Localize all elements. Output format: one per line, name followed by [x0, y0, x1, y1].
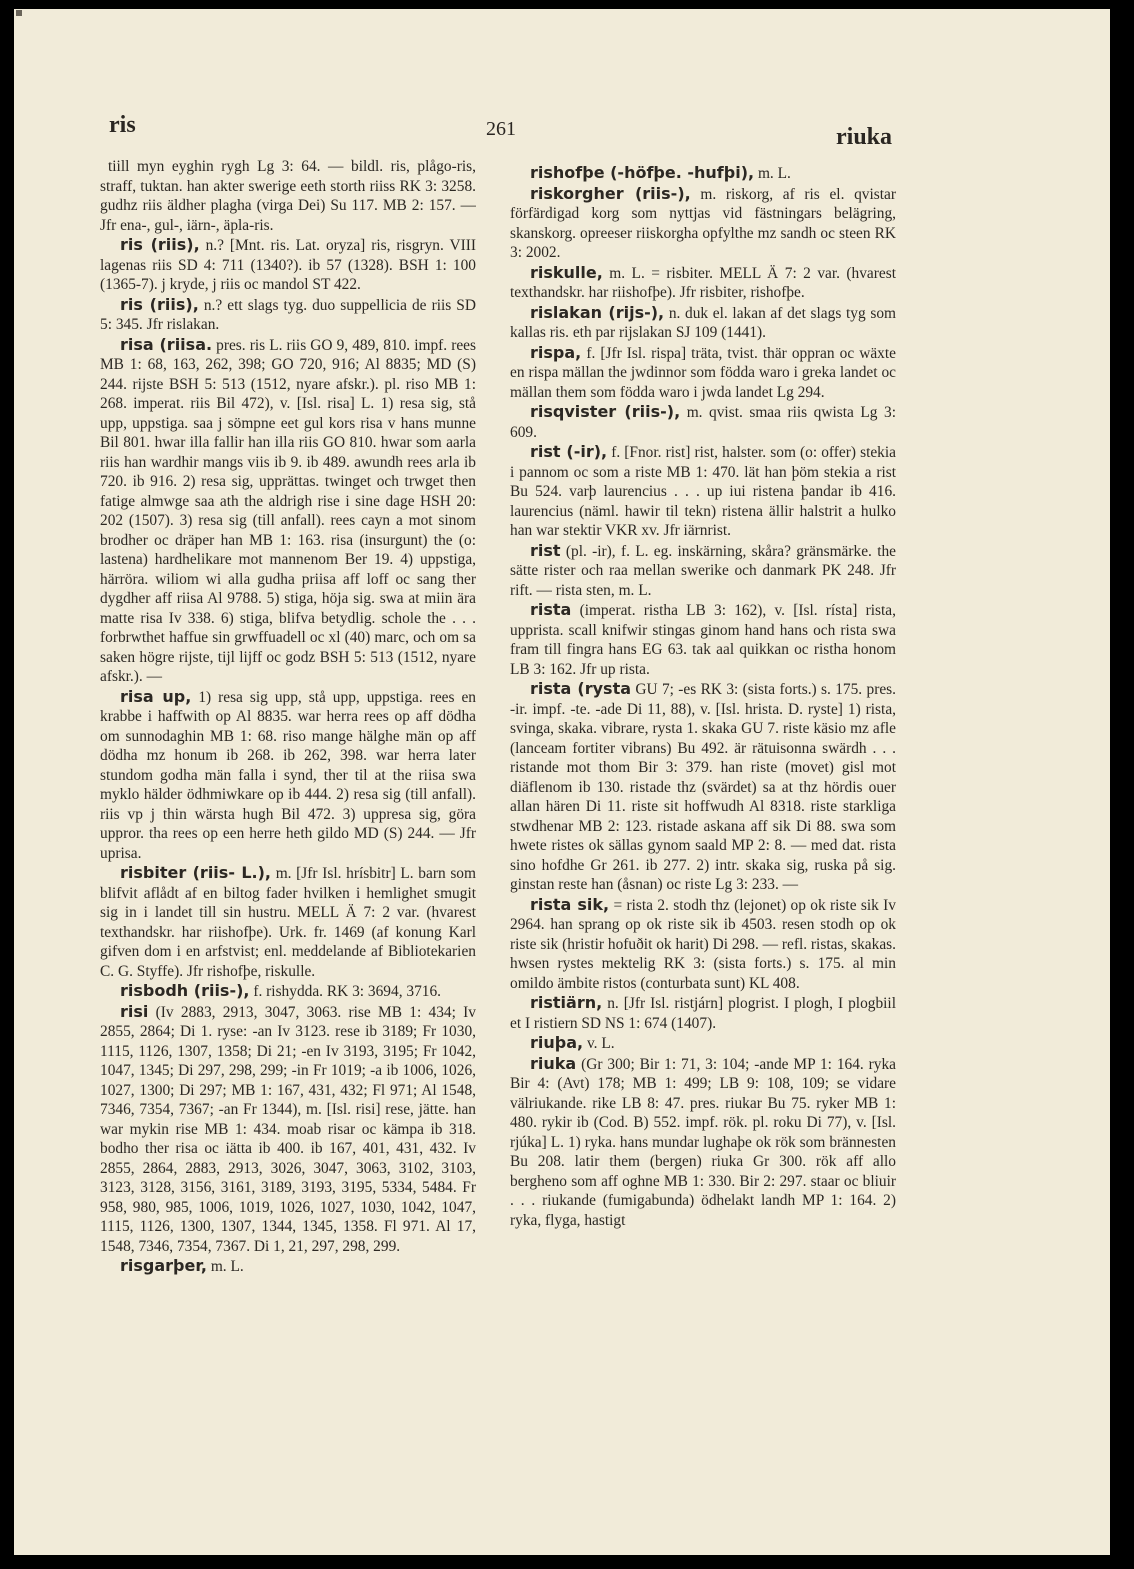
running-head-left: ris	[109, 112, 136, 138]
entry-headword: riskulle,	[530, 262, 603, 282]
entry-text: (imperat. ristha LB 3: 162), v. [Isl. rísta] rista, uppristа. scall knifwir stingas ginom hand hans och rista swa fram till fingra hans EG 63. tak aal quikkan oc ristha honom LB 3: 162. Jfr up rista.	[510, 602, 896, 678]
entry-text: GU 7; -es RK 3: (sista forts.) s. 175. pres. -ir. impf. -te. -ade Di 11, 88), v. [Isl. hrista. D. ryste] 1) rista, svinga, skaka. vibrare, rysta 1. skaka GU 7. riste käsio mz afle (lanceam fortiter vibrans) Bu 492. är rätuisonna swärdh . . . ristande mot thom Bir 3: 379. han riste (movet) gisl mot diäflenom ib 130. ristade thz (svärdet) sa at thz hördis ouer allan hären Di 11. riste sit hoffwudh Al 8318. riste starkliga stwdhenar MB 2: 123. ristade askana aff sik Di 88. swa som hwete ristes ok sällas gynom saald MP 2: 8. — med dat. rista sino hofdhe Gr 261. ib 277. 2) intr. skaka sig, ruska på sig. ginstan reste han (åsnan) oc riste Lg 3: 233. —	[510, 681, 896, 893]
dictionary-entry	[510, 895, 896, 994]
entry-headword: riuþa,	[530, 1033, 584, 1052]
corner-mark	[16, 10, 22, 16]
entry-headword: risa (riisa.	[120, 334, 213, 354]
dictionary-entry	[510, 1033, 896, 1054]
entry-headword: rista	[530, 600, 572, 619]
dictionary-entry	[100, 335, 476, 687]
entry-headword: risi	[120, 1001, 149, 1021]
entry-text: m. L.	[210, 1258, 244, 1275]
dictionary-entry	[510, 679, 896, 895]
entry-headword: rislakan (rijs-),	[530, 302, 665, 322]
dictionary-entry	[510, 1054, 896, 1231]
left-column	[100, 157, 476, 1347]
entry-text: pres. ris L. riis GO 9, 489, 810. impf. rees MB 1: 68, 163, 262, 398; GO 720, 916; Al 8835; MD (S) 244. rijste BSH 5: 513 (1512, nyare afskr.). pl. riso MB 1: 268. imperat. riis Bil 472), v. [Isl. risa] L. 1) resa sig, stå upp, uppstiga. saa j sömpne eet gul kors risa v hans munne Bil 801. hwar illa fallir han illa riis GO 810. hwar som aarla riis han wardhir mangs viis ib 9. ib 489. awundh rees arla ib 720. ib 916. 2) resa sig, upprättas. twinget och trwget then fatige almwge saa ath the aldrigh rise i sine dage HSH 20: 202 (1507). 3) resa sig (till anfall). rees cayn a mot sinom brodher oc dräper han MB 1: 163. risa (insurgunt) the (o: lastena) hardhelikare mot mannenom Ber 19. 4) uppstiga, härröra. wiliom wi alla gudha priisa aff loff oc sang ther dygdher aff riisa Al 9788. 5) stiga, höja sig. swa at miin ära matte risa Iv 338. 6) stiga, blifva betydlig. schole the . . . forbrwthet haffue sin grwffuadell oc xl (40) marc, och om sa saken högre rijste, tijl lijff oc godz BSH 5: 513 (1512, nyare afskr.). —	[100, 336, 476, 685]
entry-headword: risqvister (riis-),	[530, 402, 681, 421]
entry-text: v. L.	[586, 1035, 615, 1052]
entry-text: m. L.	[757, 165, 791, 182]
entry-text: m. riskorg, af ris el. qvistar förfärdigad korg som nyttjas vid fästningars belägring, skanskorg. opreeser riiskorgha opfylthe mz sandh oc steen RK 3: 2002.	[510, 185, 896, 261]
entry-headword: risgarþer,	[120, 1256, 207, 1275]
right-column	[510, 163, 896, 1361]
entry-text: m. qvist. smaa riis qwista Lg 3: 609.	[510, 404, 896, 441]
entry-headword: riskorgher (riis-),	[530, 183, 691, 203]
entry-headword: rishofþe (-höfþe. -hufþi),	[530, 163, 755, 182]
entry-text: n.? ett slags tyg. duo suppellicia de riis SD 5: 345. Jfr rislakan.	[100, 296, 476, 333]
entry-headword: ris (riis),	[120, 235, 200, 254]
dictionary-entry	[100, 235, 476, 295]
dictionary-entry	[510, 263, 896, 303]
dictionary-entry	[100, 1002, 476, 1257]
entry-text: f. [Jfr Isl. rispa] träta, tvist. thär oppran oc wäxte en rispa mällan the jwdinnor som födda waro i greka landet oc mällan them som födda waro i jwda landet Lg 294.	[510, 344, 896, 401]
dictionary-entry	[510, 442, 896, 541]
dictionary-entry	[510, 402, 896, 442]
dictionary-entry	[510, 163, 896, 184]
dictionary-entry	[100, 687, 476, 864]
entry-text: n.? [Mnt. ris. Lat. oryza] ris, risgryn. VIII lagenas riis SD 4: 711 (1340?). ib 57 (1328). BSH 1: 100 (1365-7). j kryde, j riis oc mandol ST 422.	[100, 237, 476, 293]
entry-text: 1) resa sig upp, stå upp, uppstiga. rees en krabbe i haffwith op Al 8835. war herra rees op aff dödha om sunnodaghin MB 1: 68. riso mange hälghe män op aff dödha mz honum ib 268. ib 262, 398. war herra later stundom godha män falla i synd, ther til at the riisa swa myklo hälder ödhmiwkare op ib 444. 2) resa sig (till anfall). riis vp j thin wärsta hugh Bil 472. 3) uppresa sig, göra uppror. tha rees op een herre heth gildo MD (S) 244. — Jfr uprisa.	[100, 688, 476, 862]
dictionary-entry	[100, 295, 476, 335]
entry-headword: risbodh (riis-),	[120, 981, 250, 1000]
entry-headword: risa up,	[120, 686, 192, 706]
entry-headword: ristiärn,	[530, 993, 603, 1012]
entry-text: f. [Fnor. rist] rist, halster. som (o: offer) stekia i pannom oc som a riste MB 1: 470. lät han þöm stekia a rist Bu 524. varþ laurencius . . . up iui ristena þandar ib 416. laurencius (näml. hawir til tekn) ristena ällir halstrit a hulko han war stektir VKR xv. Jfr iärnrist.	[510, 444, 896, 539]
running-head-right: riuka	[836, 124, 893, 150]
dictionary-entry	[510, 184, 896, 263]
entry-headword: riuka	[530, 1053, 577, 1073]
entry-text: (Gr 300; Bir 1: 71, 3: 104; -ande MP 1: 164. ryka Bir 4: (Avt) 178; MB 1: 499; LB 9: 108, 109; se vidare välriukande. rike LB 8: 47. pres. riukar Bu 75. ryker MB 1: 480. rykir ib (Cod. B) 552. impf. rök. pl. roku Di 77), v. [Isl. rjúka] L. 1) ryka. hans mundar lughaþe ok rök som brännesten Bu 208. latir them (bergen) riuka Gr 300. rök aff allo bergheno som aff oghne MB 1: 330. Bir 2: 297. staar oc bliuir . . . riukande (fumigabunda) ödhelakt landh MP 1: 164. 2) ryka, flyga, hastigt	[510, 1055, 896, 1229]
entry-text: = rista 2. stodh thz (lejonet) op ok riste sik Iv 2964. han sprang op ok riste sik ib 4503. resen stodh op ok riste sik (hristir hofuðit ok harit) Di 298. — refl. ristas, skakas. hwsen rystes mektelig RK 3: (sista forts.) s. 175. al min omildo ämbite ristos (conturbata sunt) KL 408.	[510, 896, 896, 992]
entry-headword: ris (riis),	[120, 294, 199, 314]
entry-text: n. duk el. lakan af det slags tyg som kallas ris. eth par rijslakan SJ 109 (1441).	[510, 304, 896, 341]
entry-headword: rista sik,	[530, 894, 610, 914]
entry-text: m. L. = risbiter. MELL Ä 7: 2 var. (hvarest texthandskr. har riishofþe). Jfr risbiter, rishofþe.	[510, 264, 896, 301]
page-number: 261	[486, 118, 516, 140]
entry-text: (pl. -ir), f. L. eg. inskärning, skåra? gränsmärke. the sätte rister och raa mellan swerike och danmark PK 248. Jfr rift. — rista sten, m. L.	[510, 542, 896, 599]
dictionary-entry	[100, 863, 476, 981]
entry-headword: rispa,	[530, 342, 582, 362]
entry-headword: rist	[530, 540, 561, 560]
entry-headword: risbiter (riis- L.),	[120, 863, 272, 882]
dictionary-entry	[510, 541, 896, 601]
entry-text: n. [Jfr Isl. ristjárn] plogrist. I plogh, I plogbiil et I ristiern SD NS 1: 674 (1407).	[510, 995, 896, 1032]
dictionary-entry	[510, 993, 896, 1033]
dictionary-entry	[510, 600, 896, 679]
entry-text: (Iv 2883, 2913, 3047, 3063. rise MB 1: 434; Iv 2855, 2864; Di 1. ryse: -an Iv 3123. rese ib 3189; Fr 1030, 1115, 1126, 1307, 1358; Di 21; -en Iv 3193, 3195; Fr 1042, 1047, 1345; Di 297, 298, 299; -in Fr 1019; -a ib 1006, 1026, 1027, 1300; Di 297; MB 1: 167, 431, 432; Fl 971; Al 1548, 7346, 7354, 7367; -an Fr 1344), m. [Isl. risi] rese, jätte. han war mykin rise MB 1: 434. moab risar oc kämpa ib 318. bodho ther risa oc iätta ib 400. ib 167, 401, 431, 432. Iv 2855, 2864, 2883, 2913, 3026, 3047, 3063, 3102, 3103, 3123, 3128, 3156, 3161, 3189, 3193, 3195, 5334, 5484. Fr 958, 980, 985, 1006, 1019, 1026, 1027, 1030, 1042, 1047, 1115, 1126, 1300, 1307, 1344, 1345, 1358. Fl 971. Al 17, 1548, 7346, 7354, 7367. Di 1, 21, 297, 298, 299.	[100, 1003, 476, 1255]
entry-headword: rista (rysta	[530, 679, 632, 698]
entry-text: f. rishydda. RK 3: 3694, 3716.	[253, 983, 442, 1000]
dictionary-entry	[100, 981, 476, 1002]
dictionary-entry	[510, 343, 896, 403]
entry-text: m. [Jfr Isl. hrísbitr] L. barn som blifvit aflådt af en biltog fader hvilken i hemlighet smugit sig in i landet till sin hustru. MELL Ä 7: 2 var. (hvarest texthandskr. har riishofþe). Urk. fr. 1469 (af konung Karl gifven dom i en arfstvist; enl. meddelande af Bibliotekarien C. G. Styffe). Jfr rishofþe, riskulle.	[100, 865, 476, 980]
dictionary-entry	[510, 303, 896, 343]
dictionary-entry	[100, 1256, 476, 1277]
dictionary-entry	[100, 157, 476, 235]
entry-text: tiill myn eyghin rygh Lg 3: 64. — bildl. ris, plågo-ris, straff, tuktan. han akter swerige eeth storth riiss RK 3: 3258. gudhz riis äldher plagha (virga Dei) Su 117. MB 2: 157. — Jfr ena-, gul-, iärn-, äpla-ris.	[100, 158, 476, 234]
entry-headword: rist (-ir),	[530, 442, 608, 461]
